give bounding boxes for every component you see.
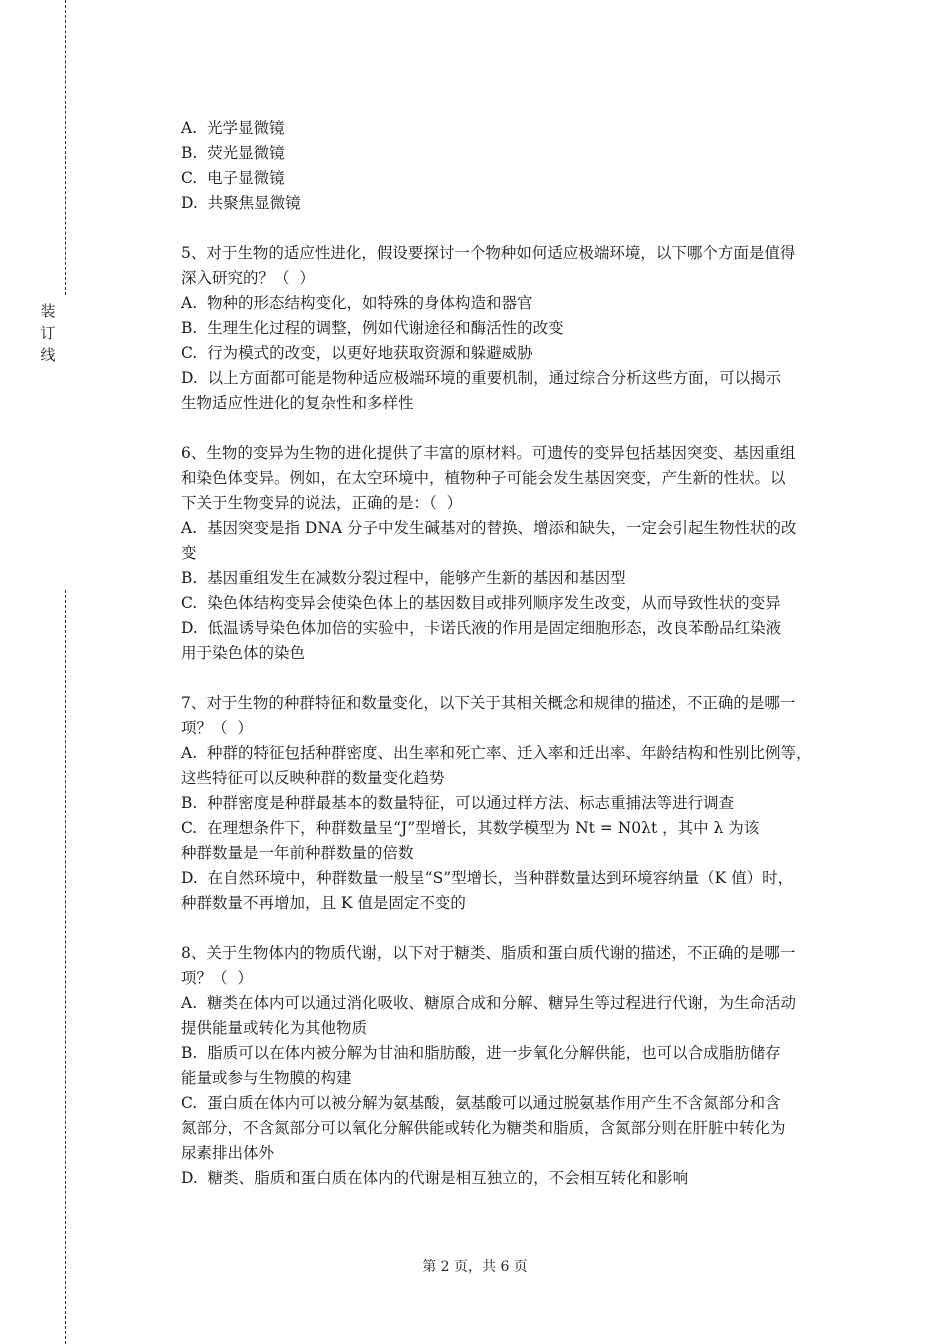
option-line: 种群数量是一年前种群数量的倍数 xyxy=(181,844,414,862)
option-line: A. 物种的形态结构变化，如特殊的身体构造和器官 xyxy=(181,294,533,312)
question-stem-line: 7、对于生物的种群特征和数量变化，以下关于其相关概念和规律的描述，不正确的是哪一 xyxy=(181,694,796,712)
binding-char-1: 装 xyxy=(40,302,56,320)
option-line: D. 共聚焦显微镜 xyxy=(181,194,301,212)
option-line: B. 荧光显微镜 xyxy=(181,144,285,162)
option-line: A. 糖类在体内可以通过消化吸收、糖原合成和分解、糖异生等过程进行代谢，为生命活动 xyxy=(181,994,796,1012)
question-7 xyxy=(181,691,849,916)
page-number: 第 2 页，共 6 页 xyxy=(422,1259,528,1275)
binding-line-top xyxy=(65,0,66,295)
question-6 xyxy=(181,441,849,666)
option-line: 这些特征可以反映种群的数量变化趋势 xyxy=(181,769,445,787)
question-stem-line: 5、对于生物的适应性进化，假设要探讨一个物种如何适应极端环境，以下哪个方面是值得 xyxy=(181,244,796,262)
option-line: C. 行为模式的改变，以更好地获取资源和躲避威胁 xyxy=(181,344,533,362)
option-line: C. 染色体结构变异会使染色体上的基因数目或排列顺序发生改变，从而导致性状的变异 xyxy=(181,594,781,612)
question-stem-line: 和染色体变异。例如，在太空环境中，植物种子可能会发生基因突变，产生新的性状。以 xyxy=(181,469,786,487)
option-line: D. 糖类、脂质和蛋白质在体内的代谢是相互独立的，不会相互转化和影响 xyxy=(181,1169,689,1187)
option-line: D. 以上方面都可能是物种适应极端环境的重要机制，通过综合分析这些方面，可以揭示 xyxy=(181,369,782,387)
option-line: A. 种群的特征包括种群密度、出生率和死亡率、迁入率和迁出率、年龄结构和性别比例等， xyxy=(181,744,812,762)
option-line: B. 种群密度是种群最基本的数量特征，可以通过样方法、标志重捕法等进行调查 xyxy=(181,794,735,812)
question-stem-line: 6、生物的变异为生物的进化提供了丰富的原材料。可遗传的变异包括基因突变、基因重组 xyxy=(181,444,796,462)
option-line: C. 蛋白质在体内可以被分解为氨基酸，氨基酸可以通过脱氨基作用产生不含氮部分和含 xyxy=(181,1094,781,1112)
question-4-options xyxy=(181,116,849,216)
option-line: B. 基因重组发生在减数分裂过程中，能够产生新的基因和基因型 xyxy=(181,569,626,587)
option-line: 提供能量或转化为其他物质 xyxy=(181,1019,368,1037)
binding-char-3: 线 xyxy=(40,346,56,364)
question-stem-line: 项？（ ） xyxy=(181,969,253,987)
binding-line-bottom xyxy=(65,590,66,1344)
option-line: 能量或参与生物膜的构建 xyxy=(181,1069,352,1087)
question-stem-line: 深入研究的？（ ） xyxy=(181,269,315,287)
option-line: B. 脂质可以在体内被分解为甘油和脂肪酸，进一步氧化分解供能，也可以合成脂肪储存 xyxy=(181,1044,781,1062)
option-line: D. 低温诱导染色体加倍的实验中，卡诺氏液的作用是固定细胞形态，改良苯酚品红染液 xyxy=(181,619,782,637)
option-line: 生物适应性进化的复杂性和多样性 xyxy=(181,394,414,412)
question-stem-line: 项？（ ） xyxy=(181,719,253,737)
option-line: A. 光学显微镜 xyxy=(181,119,285,137)
option-line: B. 生理生化过程的调整，例如代谢途径和酶活性的改变 xyxy=(181,319,564,337)
question-5 xyxy=(181,241,849,416)
binding-char-2: 订 xyxy=(40,324,56,342)
option-line: 变 xyxy=(181,544,197,562)
option-line: A. 基因突变是指 DNA 分子中发生碱基对的替换、增添和缺失，一定会引起生物性状的改 xyxy=(181,519,797,537)
question-8 xyxy=(181,941,849,1191)
option-line: 尿素排出体外 xyxy=(181,1144,275,1162)
option-line: C. 在理想条件下，种群数量呈“J”型增长，其数学模型为 Nt = N0λt ，其中 λ 为该 xyxy=(181,819,760,837)
option-line: 用于染色体的染色 xyxy=(181,644,306,662)
option-line: D. 在自然环境中，种群数量一般呈“S”型增长，当种群数量达到环境容纳量（K 值）时， xyxy=(181,869,794,887)
binding-line-label xyxy=(38,300,58,366)
option-line: 种群数量不再增加，且 K 值是固定不变的 xyxy=(181,894,466,912)
question-stem-line: 8、关于生物体内的物质代谢，以下对于糖类、脂质和蛋白质代谢的描述，不正确的是哪一 xyxy=(181,944,796,962)
page-content xyxy=(181,116,849,1191)
option-line: 氮部分，不含氮部分可以氧化分解供能或转化为糖类和脂质，含氮部分则在肝脏中转化为 xyxy=(181,1119,786,1137)
question-stem-line: 下关于生物变异的说法，正确的是：（ ） xyxy=(181,494,463,512)
option-line: C. 电子显微镜 xyxy=(181,169,285,187)
